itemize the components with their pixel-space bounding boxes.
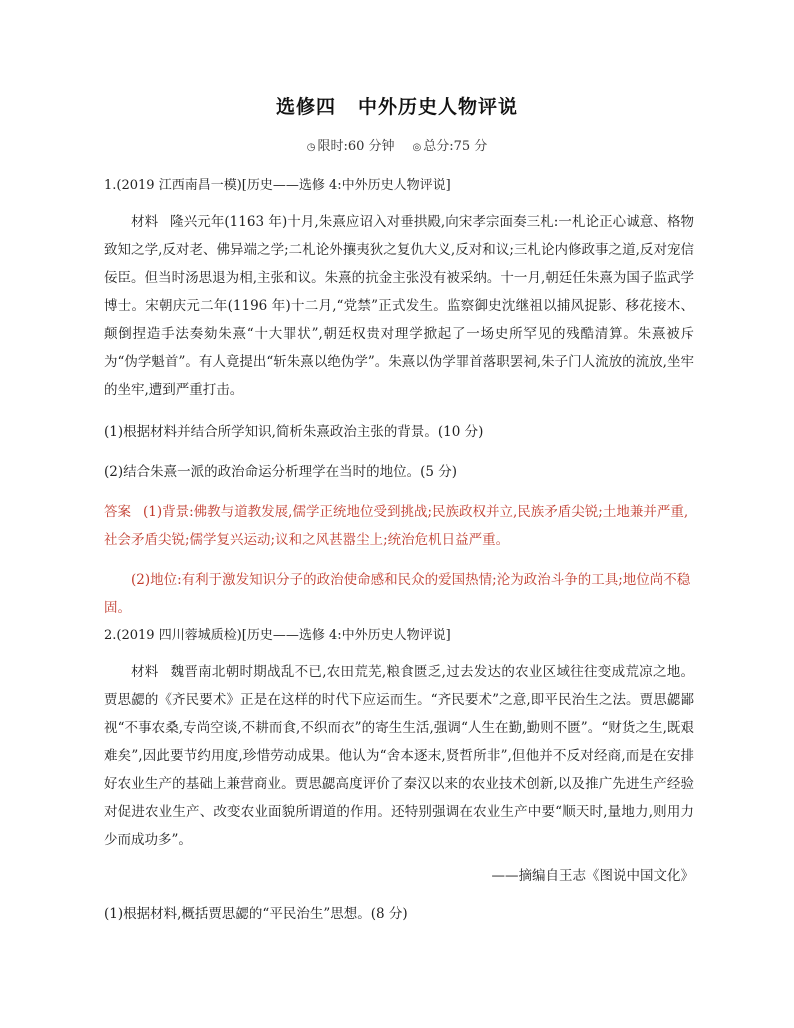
title-part-left: 选修四: [275, 96, 336, 118]
question-1: [104, 172, 694, 622]
material-label: 材料: [131, 214, 159, 230]
question-2-sub-1: (1)根据材料,概括贾思勰的“平民治生”思想。(8 分): [104, 906, 408, 922]
question-1-sub-1: (1)根据材料并结合所学知识,简析朱熹政治主张的背景。(10 分): [104, 424, 484, 440]
question-2: [104, 622, 694, 928]
exam-meta: [0, 135, 794, 154]
material-text: 隆兴元年(1163 年)十月,朱熹应诏入对垂拱殿,向宋孝宗面奏三札:一札论正心诚意、格物致知之学,反对老、佛异端之学;二札论外攘夷狄之复仇大义,反对和议;三札论内修政事之道,反对宠信佞臣。但当时汤思退为相,主张和议。朱熹的抗金主张没有被采纳。十一月,朝廷任朱熹为国子监武学博士。宋朝庆元二年(1196 年)十二月,“党禁”正式发生。监察御史沈继祖以捕风捉影、移花接木、颠倒捏造手法奏劾朱熹“十大罪状”,朝廷权贵对理学掀起了一场史所罕见的残酷清算。朱熹被斥为“伪学魁首”。有人竟提出“斩朱熹以绝伪学”。朱熹以伪学罪首落职罢祠,朱子门人流放的流放,坐牢的坐牢,遭到严重打击。: [104, 214, 695, 398]
title-part-right: 中外历史人物评说: [358, 96, 519, 118]
question-1-sub-2: (2)结合朱熹一派的政治命运分析理学在当时的地位。(5 分): [104, 464, 458, 480]
question-1-heading: 1.(2019 江西南昌一模)[历史——选修 4:中外历史人物评说]: [104, 178, 451, 193]
question-2-heading: 2.(2019 四川蓉城质检)[历史——选修 4:中外历史人物评说]: [104, 628, 451, 643]
question-1-material: [104, 208, 694, 404]
clock-icon: ◷: [306, 142, 316, 153]
question-2-material: [104, 658, 694, 854]
answer-1-text: (1)背景:佛教与道教发展,儒学正统地位受到挑战;民族政权并立,民族矛盾尖锐;土地兼并严重,社会矛盾尖锐;儒学复兴运动;议和之风甚嚣尘上;统治危机日益严重。: [104, 504, 689, 548]
material-text: 魏晋南北朝时期战乱不已,农田荒芜,粮食匮乏,过去发达的农业区域往往变成荒凉之地。贾思勰的《齐民要术》正是在这样的时代下应运而生。“齐民要术”之意,即平民治生之法。贾思勰鄙视“不事农桑,专尚空谈,不耕而食,不织而衣”的寄生生活,强调“人生在勤,勤则不匮”。“财货之生,既艰难矣”,因此要节约用度,珍惜劳动成果。他认为“舍本逐末,贤哲所非”,但他并不反对经商,而是在安排好农业生产的基础上兼营商业。贾思勰高度评价了秦汉以来的农业技术创新,以及推广先进生产经验对促进农业生产、改变农业面貌所谓道的作用。还特别强调在农业生产中要“顺天时,量地力,则用力少而成功多”。: [104, 664, 695, 848]
total-score: 总分:75 分: [423, 139, 488, 154]
answer-key-label: 答案: [104, 504, 131, 520]
check-circle-icon: ◎: [412, 142, 422, 153]
question-1-answer-2: (2)地位:有利于激发知识分子的政治使命感和民众的爱国热情;沦为政治斗争的工具;地位尚不稳固。: [104, 572, 691, 616]
time-limit: 限时:60 分钟: [317, 139, 395, 154]
question-1-answer-1: [104, 498, 694, 554]
material-label: 材料: [131, 664, 159, 680]
material-source: ——摘编自王志《图说中国文化》: [491, 868, 694, 884]
page-title: [0, 92, 794, 119]
